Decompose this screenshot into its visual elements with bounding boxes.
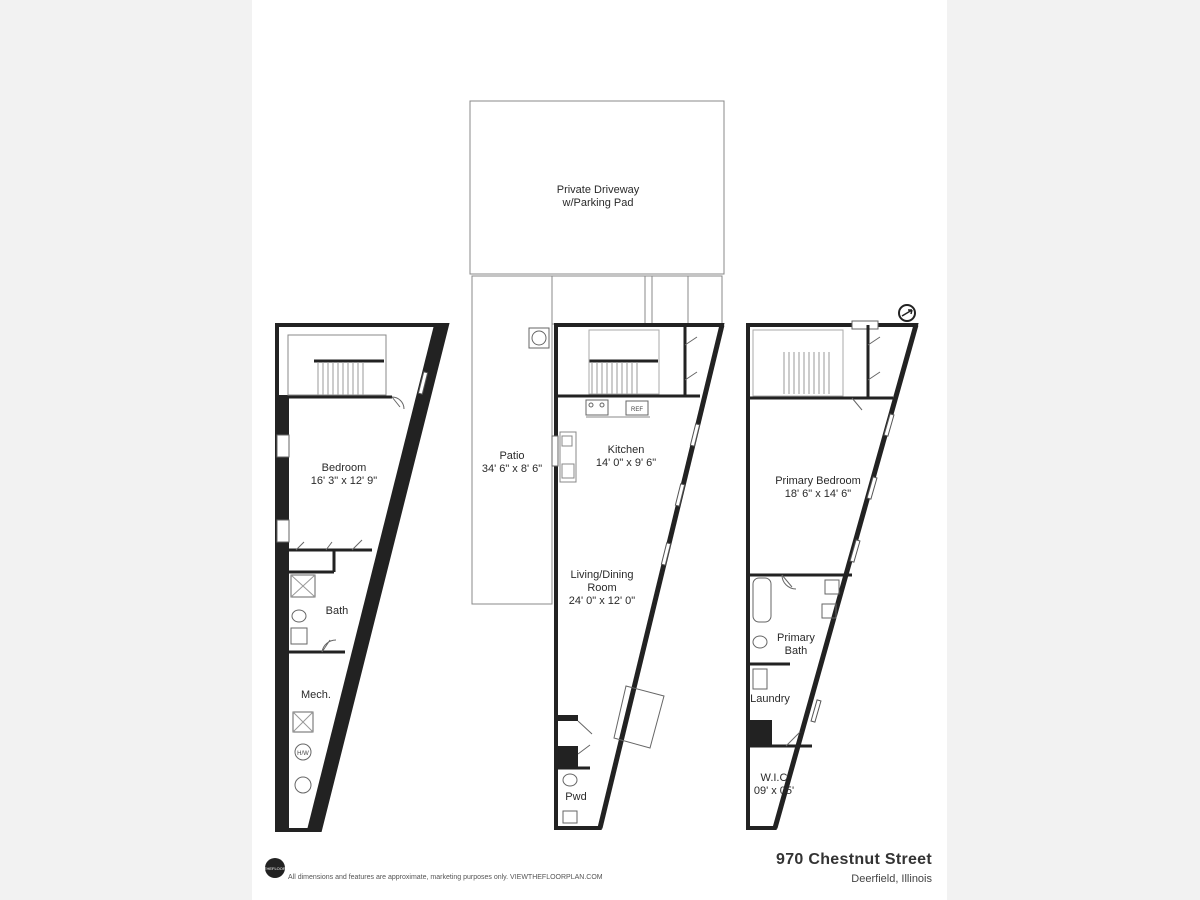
powder-label: Pwd (565, 791, 587, 803)
patio-dimension: 34' 6" x 8' 6" (481, 463, 543, 475)
north-arrow-icon (899, 305, 915, 321)
bedroom-dimension: 16' 3" x 12' 9" (310, 475, 378, 487)
lower-left-wall (277, 395, 289, 830)
driveway-label-1: Private Driveway (556, 184, 640, 196)
property-address: 970 Chestnut Street (776, 851, 932, 868)
patio-label: Patio (499, 450, 525, 462)
patio-outline (472, 276, 552, 604)
mech-label: Mech. (301, 689, 331, 701)
living-dimension: 24' 0" x 12' 0" (568, 595, 636, 607)
window (277, 435, 289, 457)
window (277, 520, 289, 542)
primary-bedroom-dimension: 18' 6" x 14' 6" (784, 488, 852, 500)
patio-step-outline (552, 276, 722, 324)
water-heater-label: H/W (297, 751, 309, 757)
property-city: Deerfield, Illinois (851, 873, 932, 885)
primary-bedroom-label: Primary Bedroom (775, 475, 861, 487)
bedroom-label: Bedroom (321, 462, 367, 474)
wic-dimension: 09' x 05' (753, 785, 795, 797)
refrigerator-label: REF (631, 407, 643, 413)
primary-bath-label-2: Bath (784, 645, 808, 657)
primary-bath-label-1: Primary (777, 632, 815, 644)
living-label-1: Living/Dining (570, 569, 634, 581)
laundry-label: Laundry (750, 693, 790, 705)
ac-unit-fan-icon (532, 331, 546, 345)
brand-logo: VIEWTHEFLOORPLAN (265, 858, 285, 878)
window (852, 321, 878, 329)
driveway-label-2: w/Parking Pad (562, 197, 634, 209)
kitchen-dimension: 14' 0" x 9' 6" (595, 457, 657, 469)
bath-label: Bath (325, 605, 349, 617)
kitchen-label: Kitchen (607, 444, 645, 456)
disclaimer-text: All dimensions and features are approximate, marketing purposes only. VIEWTHEFLOORPLAN.COM (288, 874, 603, 881)
window (552, 436, 558, 466)
living-label-2: Room (587, 582, 617, 594)
wic-label: W.I.C (760, 772, 788, 784)
upper-chase (748, 720, 772, 746)
powder-chase (556, 746, 578, 768)
powder-wall (556, 715, 578, 721)
